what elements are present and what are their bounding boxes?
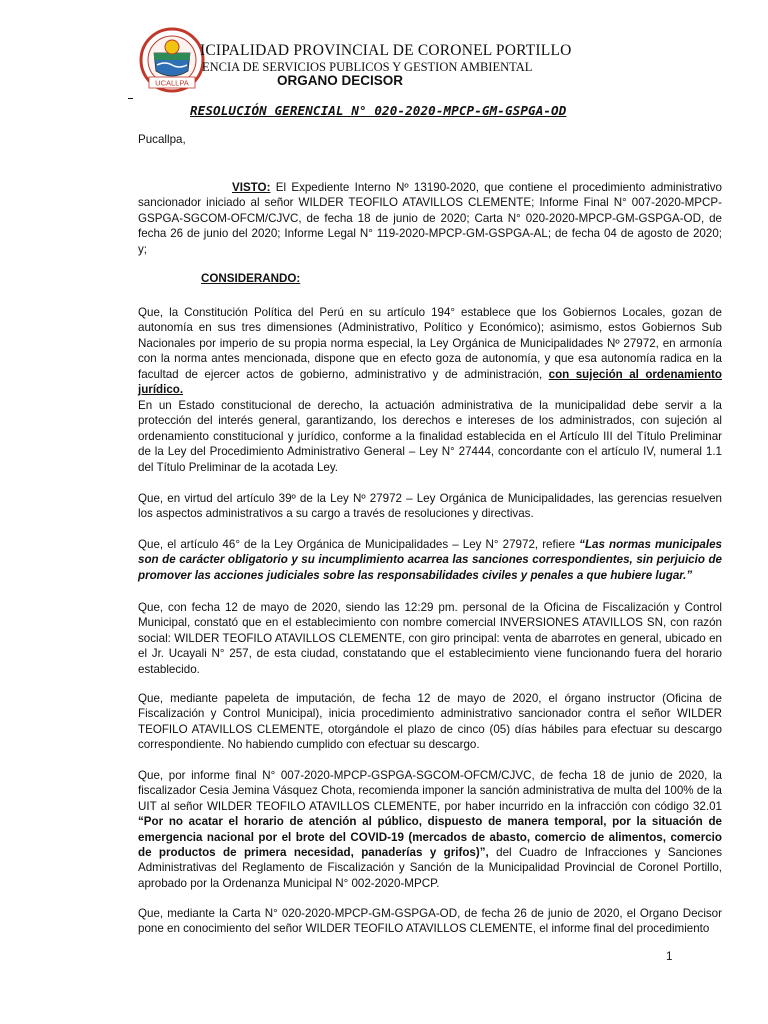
paragraph-text: Que, por informe final N° 007-2020-MPCP-GSPGA-SGCOM-OFCM/CJVC, de fecha 18 de junio de 2020, la fiscalizador Cesia Jemina Vásquez Chota, recomienda imponer la sanción administrativa de multa del 100% de la UIT al señor WILDER TEOFILO ATAVILLOS CLEMENTE, por haber incurrido en la infracción con código 32.01 (138, 769, 722, 813)
visto-text: El Expediente Interno Nº 13190-2020, que contiene el procedimiento administrativo sancionador iniciado al señor WILDER TEOFILO ATAVILLOS CLEMENTE; Informe Final N° 007-2020-MPCP-GSPGA-SGCOM-OFCM/CJVC, de fecha 18 de junio de 2020; Carta N° 020-2020-MPCP-GM-GSPGA-OD, de fecha 26 de junio del 2020; Informe Legal N° 119-2020-MPCP-GM-GSPGA-AL; de fecha 04 de agosto de 2020; y; (138, 181, 722, 256)
paragraph-quote: “Las normas municipales son de carácter obligatorio y su incumplimiento acarrea las sanciones correspondientes, sin perjuicio de promover las acciones judiciales sobre las responsabilidades civiles y penales a que hubiere lugar.” (138, 538, 722, 582)
paragraph-constitution (138, 305, 722, 397)
paragraph-articulo-39 (138, 491, 722, 522)
paragraph-text-continued: del Cuadro de Infracciones y Sanciones Administrativas del Reglamento de Fiscalización y Sanción de la Municipalidad Provincial de Coronel Portillo, aprobado por la Ordenanza Municipal N° 002-2020-MPCP. (138, 846, 722, 890)
paragraph-papeleta (138, 691, 722, 753)
paragraph-constatacion (138, 600, 722, 677)
paragraph-carta (138, 906, 722, 937)
paragraph-emphasis: con sujeción al ordenamiento jurídico. (138, 367, 722, 397)
city-line: Pucallpa, (138, 133, 186, 146)
paragraph-text: En un Estado constitucional de derecho, la actuación administrativa de la municipalidad debe servir a la protección del interés general, garantizando, los derechos e intereses de los administrados, con sujeción al ordenamiento constitucional y jurídico, conforme a la finalidad establecida en el Artículo III del Título Preliminar de la Ley del Procedimiento Administrativo General – Ley N° 27444, concordante con el artículo IV, numeral 1.1 del Título Preliminar de la acotada Ley. (138, 399, 722, 474)
municipal-seal-logo (139, 27, 205, 95)
paragraph-text: Que, la Constitución Política del Perú en su artículo 194° establece que los Gobiernos Locales, gozan de autonomía en sus tres dimensiones (Administrativo, Político y Económico); asimismo, estos Gobiernos Sub Nacionales por imperio de su propia norma especial, la Ley Orgánica de Municipalidades Nº 27972, en armonía con la norma antes mencionada, dispone que en efecto goza de autonomía, y que esa autonomía radica en la facultad de ejercer actos de gobierno, administrativo y de administración, (138, 306, 722, 381)
page-number: 1 (666, 950, 673, 963)
paragraph-text: Que, en virtud del artículo 39º de la Ley Nº 27972 – Ley Orgánica de Municipalidades, las gerencias resuelven los aspectos administrativos a su cargo a través de resoluciones y directivas. (138, 492, 722, 521)
visto-label: VISTO: (232, 181, 271, 194)
header-dash (128, 98, 133, 99)
paragraph-estado-constitucional (138, 398, 722, 475)
letterhead-department: ENCIA DE SERVICIOS PUBLICOS Y GESTION AMBIENTAL (202, 60, 533, 74)
paragraph-articulo-46 (138, 537, 722, 583)
paragraph-informe-final (138, 768, 722, 891)
seal-text: UCALLPA (155, 78, 189, 88)
paragraph-text: Que, el artículo 46° de la Ley Orgánica de Municipalidades – Ley N° 27972, refiere (138, 538, 580, 551)
paragraph-text: Que, mediante papeleta de imputación, de fecha 12 de mayo de 2020, el órgano instructor (Oficina de Fiscalización y Control Municipal), inicia procedimiento administrativo sancionador contra el señor WILDER TEOFILO ATAVILLOS CLEMENTE, otorgándole el plazo de cinco (05) días hábiles para efectuar su descargo correspondiente. No habiendo cumplido con efectuar su descargo. (138, 692, 722, 752)
letterhead-organ: ORGANO DECISOR (277, 73, 404, 88)
paragraph-text: Que, mediante la Carta N° 020-2020-MPCP-GM-GSPGA-OD, de fecha 26 de junio de 2020, el Organo Decisor pone en conocimiento del señor WILDER TEOFILO ATAVILLOS CLEMENTE, el informe final del procedimiento (138, 907, 722, 936)
resolution-title: RESOLUCIÓN GERENCIAL N° 020-2020-MPCP-GM-GSPGA-OD (190, 103, 567, 118)
paragraph-infraction: “Por no acatar el horario de atención al público, dispuesto de manera temporal, por la situación de emergencia nacional por el brote del COVID-19 (mercados de abasto, comercio de alimentos, comercio de productos de primera necesidad, panaderías y grifos)”, (138, 815, 722, 860)
paragraph-text: Que, con fecha 12 de mayo de 2020, siendo las 12:29 pm. personal de la Oficina de Fiscalización y Control Municipal, constató que en el establecimiento con nombre comercial INVERSIONES ATAVILLOS SN, con razón social: WILDER TEOFILO ATAVILLOS CLEMENTE, con giro principal: venta de abarrotes en general, ubicado en el Jr. Ucayali N° 257, de esta ciudad, constatando que el establecimiento viene funcionando fuera del horario establecido. (138, 601, 722, 676)
visto-paragraph (138, 180, 722, 257)
letterhead-institution: ICIPALIDAD PROVINCIAL DE CORONEL PORTILLO (200, 42, 572, 59)
considerando-heading: CONSIDERANDO: (201, 272, 301, 285)
